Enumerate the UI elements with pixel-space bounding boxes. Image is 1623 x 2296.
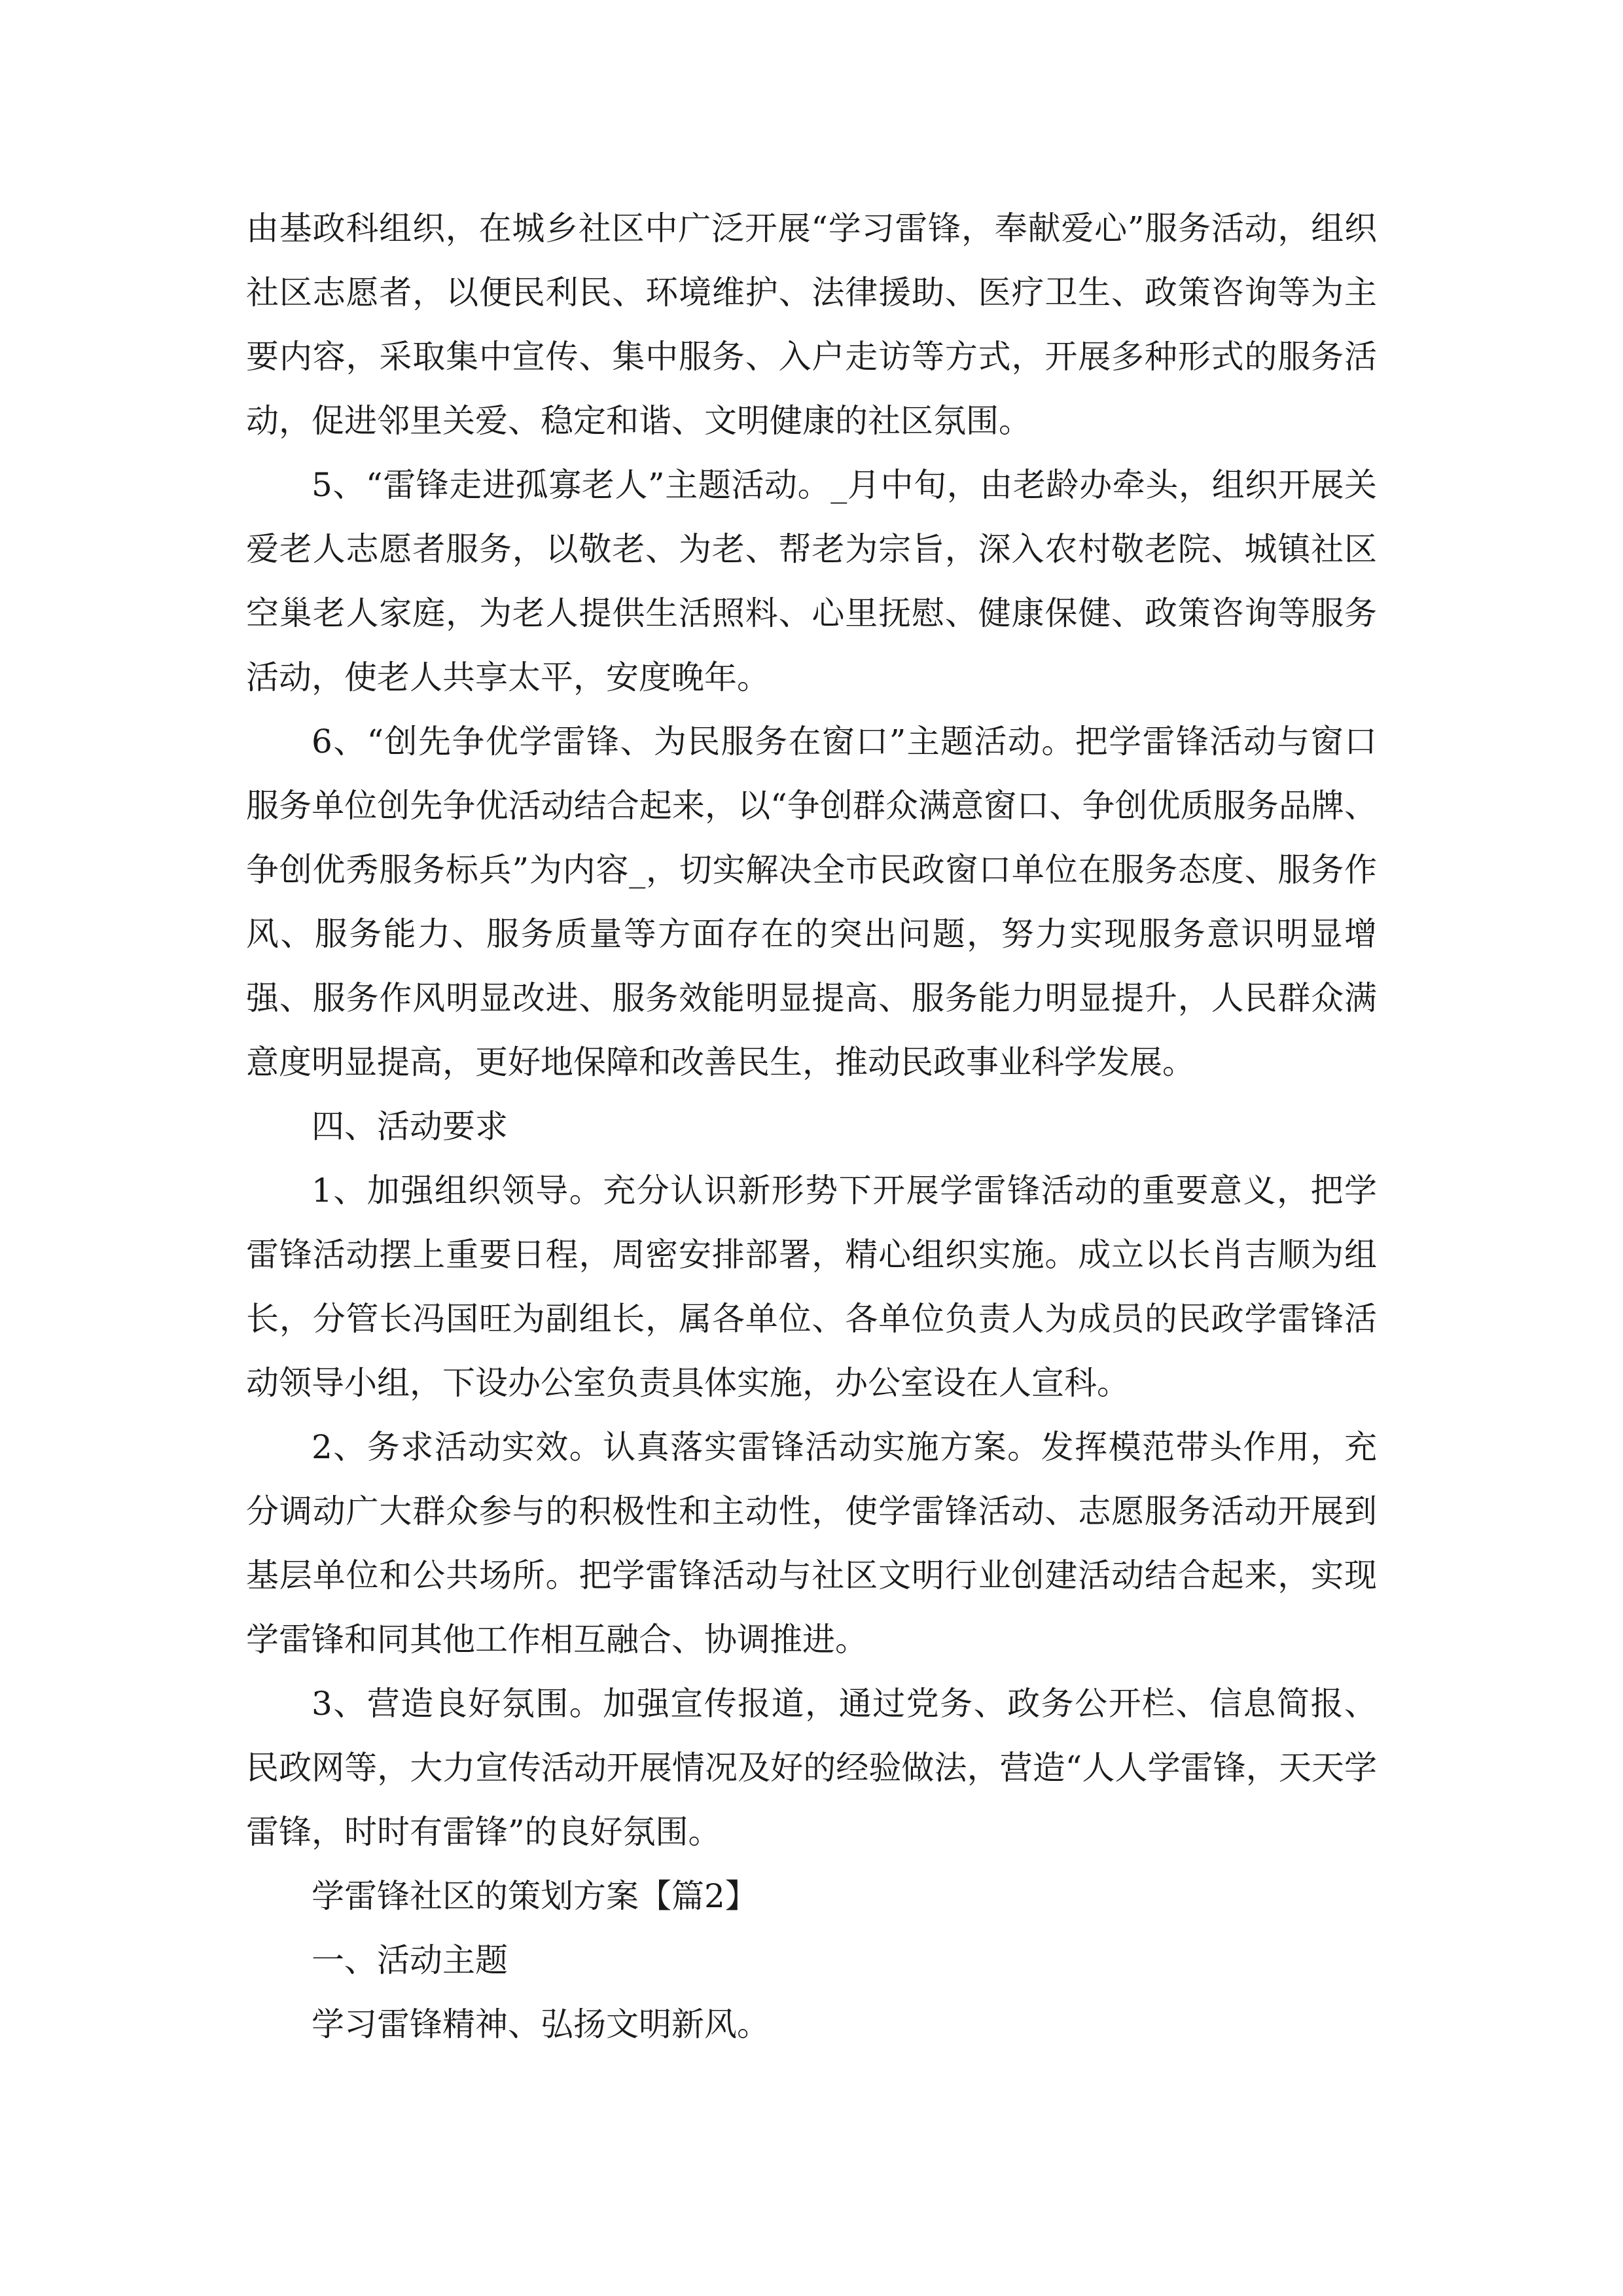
section-heading-theme: 一、活动主题 <box>312 1941 508 1979</box>
paragraph-item-6: 6、“创先争优学雷锋、为民服务在窗口”主题活动。把学雷锋活动与窗口服务单位创先争优活动结合起来，以“争创群众满意窗口、争创优质服务品牌、争创优秀服务标兵”为内容_，切实解决全市民政窗口单位在服务态度、服务作风、服务能力、服务质量等方面存在的突出问题，努力实现服务意识明显增强、服务作风明显改进、服务效能明显提高、服务能力明显提升，人民群众满意度明显提高，更好地保障和改善民生，推动民政事业科学发展。 <box>246 723 1377 1081</box>
paragraph-requirement-3: 3、营造良好氛围。加强宣传报道，通过党务、政务公开栏、信息简报、民政网等，大力宣传活动开展情况及好的经验做法，营造“人人学雷锋，天天学雷锋，时时有雷锋”的良好氛围。 <box>246 1685 1377 1851</box>
paragraph-requirement-2: 2、务求活动实效。认真落实雷锋活动实施方案。发挥模范带头作用，充分调动广大群众参与的积极性和主动性，使学雷锋活动、志愿服务活动开展到基层单位和公共场所。把学雷锋活动与社区文明行业创建活动结合起来，实现学雷锋和同其他工作相互融合、协调推进。 <box>246 1428 1377 1659</box>
paragraph-item-5: 5、“雷锋走进孤寡老人”主题活动。_月中旬，由老龄办牵头，组织开展关爱老人志愿者服务，以敬老、为老、帮老为宗旨，深入农村敬老院、城镇社区空巢老人家庭，为老人提供生活照料、心里抚慰、健康保健、政策咨询等服务活动，使老人共享太平，安度晚年。 <box>246 466 1377 696</box>
document-body <box>246 196 1377 2056</box>
paragraph-continued: 由基政科组织，在城乡社区中广泛开展“学习雷锋，奉献爱心”服务活动，组织社区志愿者，以便民利民、环境维护、法律援助、医疗卫生、政策咨询等为主要内容，采取集中宣传、集中服务、入户走访等方式，开展多种形式的服务活动，促进邻里关爱、稳定和谐、文明健康的社区氛围。 <box>246 209 1377 440</box>
paragraph-theme-text: 学习雷锋精神、弘扬文明新风。 <box>312 2005 770 2043</box>
article-heading-part-2: 学雷锋社区的策划方案【篇2】 <box>312 1877 758 1915</box>
section-heading-requirements: 四、活动要求 <box>312 1107 508 1145</box>
paragraph-requirement-1: 1、加强组织领导。充分认识新形势下开展学雷锋活动的重要意义，把学雷锋活动摆上重要日程，周密安排部署，精心组织实施。成立以长肖吉顺为组长，分管长冯国旺为副组长，属各单位、各单位负责人为成员的民政学雷锋活动领导小组，下设办公室负责具体实施，办公室设在人宣科。 <box>246 1172 1377 1402</box>
